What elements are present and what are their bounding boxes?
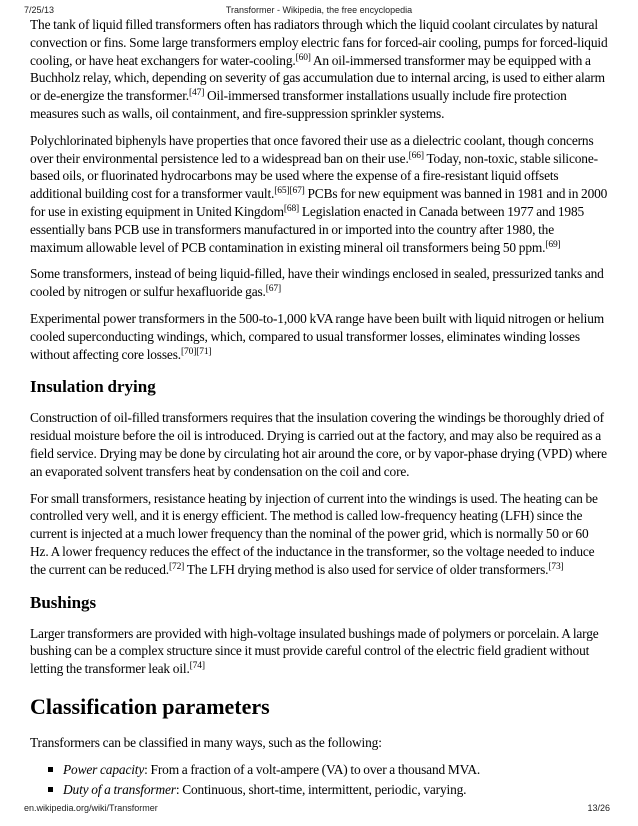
paragraph-drying: Construction of oil-filled transformers requires that the insulation covering the windings be thoroughly dried of residual moisture before the oil is introduced. Drying is carried out at the factory, and may also be required as a field service. Drying may be done by circulating hot air around the core, or by vapor-phase drying (VPD) where an evaporated solvent transfers heat by condensation on the coil and core. xyxy=(30,410,607,479)
section-heading-insulation-drying: Insulation drying xyxy=(30,377,156,397)
citation-link[interactable]: [47] xyxy=(188,88,205,99)
citation-link[interactable]: [60] xyxy=(295,52,311,63)
list-item: Duty of a transformer: Continuous, short-time, intermittent, periodic, varying. xyxy=(63,781,608,799)
paragraph-cooling: The tank of liquid filled transformers often has radiators through which the liquid coolant circulates by natural convection or fins. Some large transformers employ electric fans for forced-air cooling, pumps for forced-liquid cooling, or have heat exchangers for water-cooling.[60] An oil-immersed transformer may be equipped with a Buchholz relay, which, depending on severity of gas accumulation due to internal arcing, is used to either alarm or de-energize the transformer.[47] Oil-immersed transformer installations usually include fire protection measures such as walls, oil containment, and fire-suppression sprinkler systems. xyxy=(30,17,608,121)
citation-link[interactable]: [65][67] xyxy=(274,186,305,197)
article-body xyxy=(30,16,608,800)
citation-link[interactable]: [69] xyxy=(545,239,561,250)
citation-link[interactable]: [66] xyxy=(408,150,424,161)
classification-list xyxy=(30,761,608,799)
citation-link[interactable]: [73] xyxy=(548,561,564,572)
citation-link[interactable]: [70][71] xyxy=(180,346,212,357)
list-item: Power capacity: From a fraction of a volt-ampere (VA) to over a thousand MVA. xyxy=(63,761,608,779)
print-page-title: Transformer - Wikipedia, the free encyclopedia xyxy=(225,5,413,15)
paragraph-pcb: Polychlorinated biphenyls have properties that once favored their use as a dielectric coolant, though concerns over their environmental persistence led to a widespread ban on their use.[66] Today, non-toxic, stable silicone-based oils, or fluorinated hydrocarbons may be used where the expense of a fire-resistant liquid offsets additional building cost for a transformer vault.[65][67] PCBs for new equipment was banned in 1981 and in 2000 for use in existing equipment in United Kingdom[68] Legislation enacted in Canada between 1977 and 1985 essentially bans PCB use in transformers manufactured in or imported into the country after 1980, the maximum allowable level of PCB contamination in existing mineral oil transformers being 50 ppm.[69] xyxy=(30,132,608,255)
section-heading-classification: Classification parameters xyxy=(30,693,270,719)
citation-link[interactable]: [72] xyxy=(168,561,185,572)
paragraph-classification-intro: Transformers can be classified in many ways, such as the following: xyxy=(30,734,382,750)
print-url: en.wikipedia.org/wiki/Transformer xyxy=(24,803,158,813)
paragraph-lfh: For small transformers, resistance heating by injection of current into the windings is used. The heating can be controlled very well, and it is energy efficient. The method is called low-frequency heating (LFH) since the current is injected at a much lower frequency than the nominal of the power grid, which is normally 50 or 60 Hz. A lower frequency reduces the effect of the inductance in the transformer, so the voltage needed to induce the current can be reduced.[72] The LFH drying method is also used for service of older transformers.[73] xyxy=(30,490,598,577)
paragraph-bushings: Larger transformers are provided with high-voltage insulated bushings made of polymers or porcelain. A large bushing can be a complex structure since it must provide careful control of the electric field gradient without letting the transformer leak oil.[74] xyxy=(30,625,599,677)
paragraph-superconducting: Experimental power transformers in the 500-to-1,000 kVA range have been built with liquid nitrogen or helium cooled superconducting windings, which, compared to usual transformer losses, eliminates winding losses without affecting core losses.[70][71] xyxy=(30,310,605,362)
citation-link[interactable]: [68] xyxy=(283,203,300,214)
print-date: 7/25/13 xyxy=(24,5,55,15)
page-number: 13/26 xyxy=(587,803,610,813)
citation-link[interactable]: [74] xyxy=(189,661,205,672)
citation-link[interactable]: [67] xyxy=(265,284,281,295)
paragraph-gas-cooled: Some transformers, instead of being liquid-filled, have their windings enclosed in sealed, pressurized tanks and cooled by nitrogen or sulfur hexafluoride gas.[67] xyxy=(30,266,604,300)
section-heading-bushings: Bushings xyxy=(30,592,97,612)
